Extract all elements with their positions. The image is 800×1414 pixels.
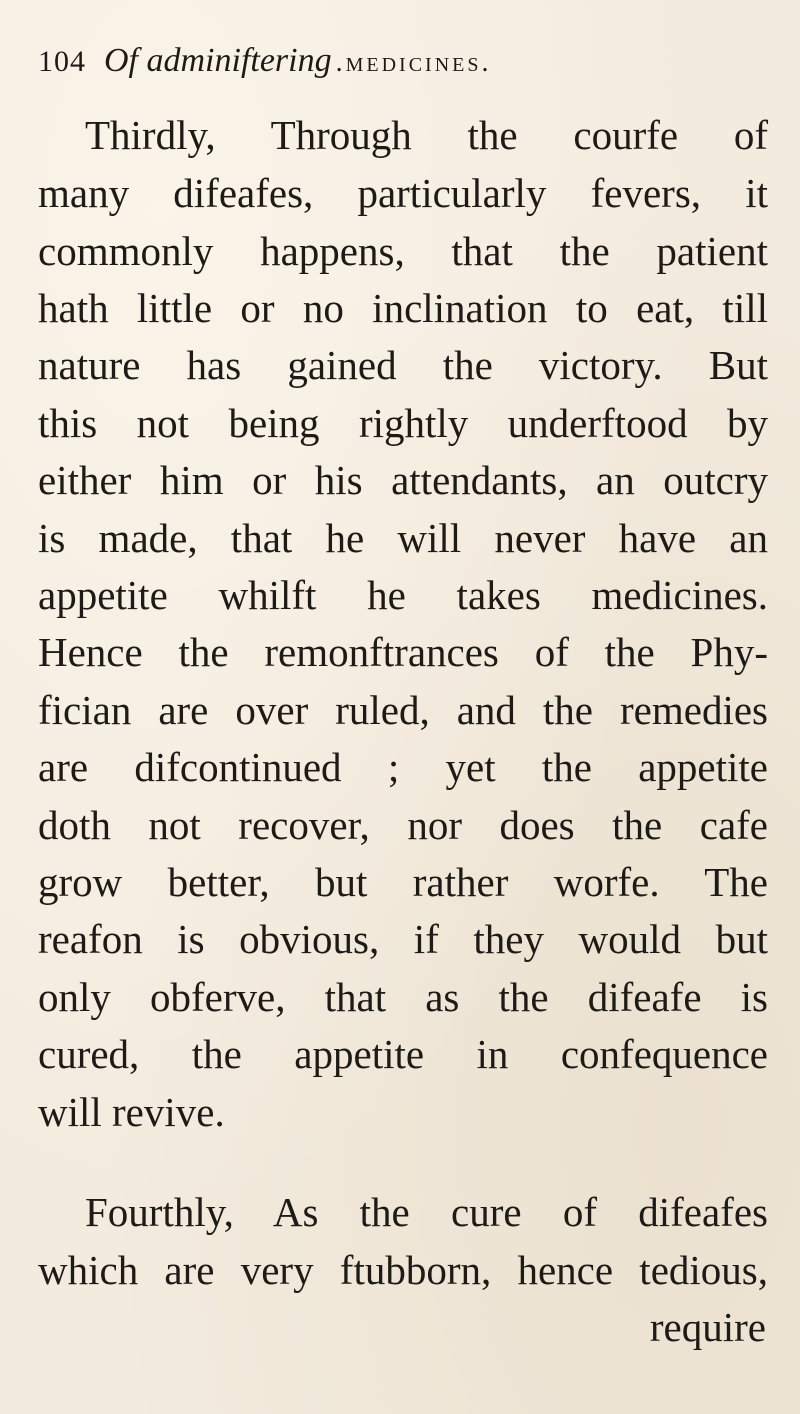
catchword: require — [649, 1304, 766, 1350]
text-line: either him or his attendants, an outcry — [38, 457, 768, 503]
text-line: Hence the remonftrances of the Phy- — [38, 629, 768, 675]
text-line: doth not recover, nor does the cafe — [38, 802, 768, 848]
text-line: fician are over ruled, and the remedies — [38, 687, 768, 733]
text-line: are difcontinued ; yet the appetite — [38, 744, 768, 790]
text-line: nature has gained the victory. But — [38, 342, 768, 388]
text-line: many difeafes, particularly fevers, it — [38, 170, 768, 216]
text-line: which are very ftubborn, hence tedious, — [38, 1247, 768, 1293]
text-line: will revive. — [38, 1089, 225, 1135]
running-header — [38, 42, 778, 92]
text-line: hath little or no inclination to eat, till — [38, 285, 768, 331]
text-line: appetite whilft he takes medicines. — [38, 572, 768, 618]
text-line: this not being rightly underftood by — [38, 400, 768, 446]
text-line: cured, the appetite in confequence — [38, 1031, 768, 1077]
running-title-italic: Of adminiftering — [104, 42, 332, 79]
running-title-caps: .medicines. — [335, 47, 492, 78]
text-line: is made, that he will never have an — [38, 515, 768, 561]
text-line: reafon is obvious, if they would but — [38, 916, 768, 962]
text-line: Thirdly, Through the courfe of — [85, 112, 768, 158]
text-line: grow better, but rather worfe. The — [38, 859, 768, 905]
page-number: 104 — [38, 45, 86, 78]
text-line: commonly happens, that the patient — [38, 228, 768, 274]
text-line: Fourthly, As the cure of difeafes — [85, 1189, 768, 1235]
text-line: only obferve, that as the difeafe is — [38, 974, 768, 1020]
